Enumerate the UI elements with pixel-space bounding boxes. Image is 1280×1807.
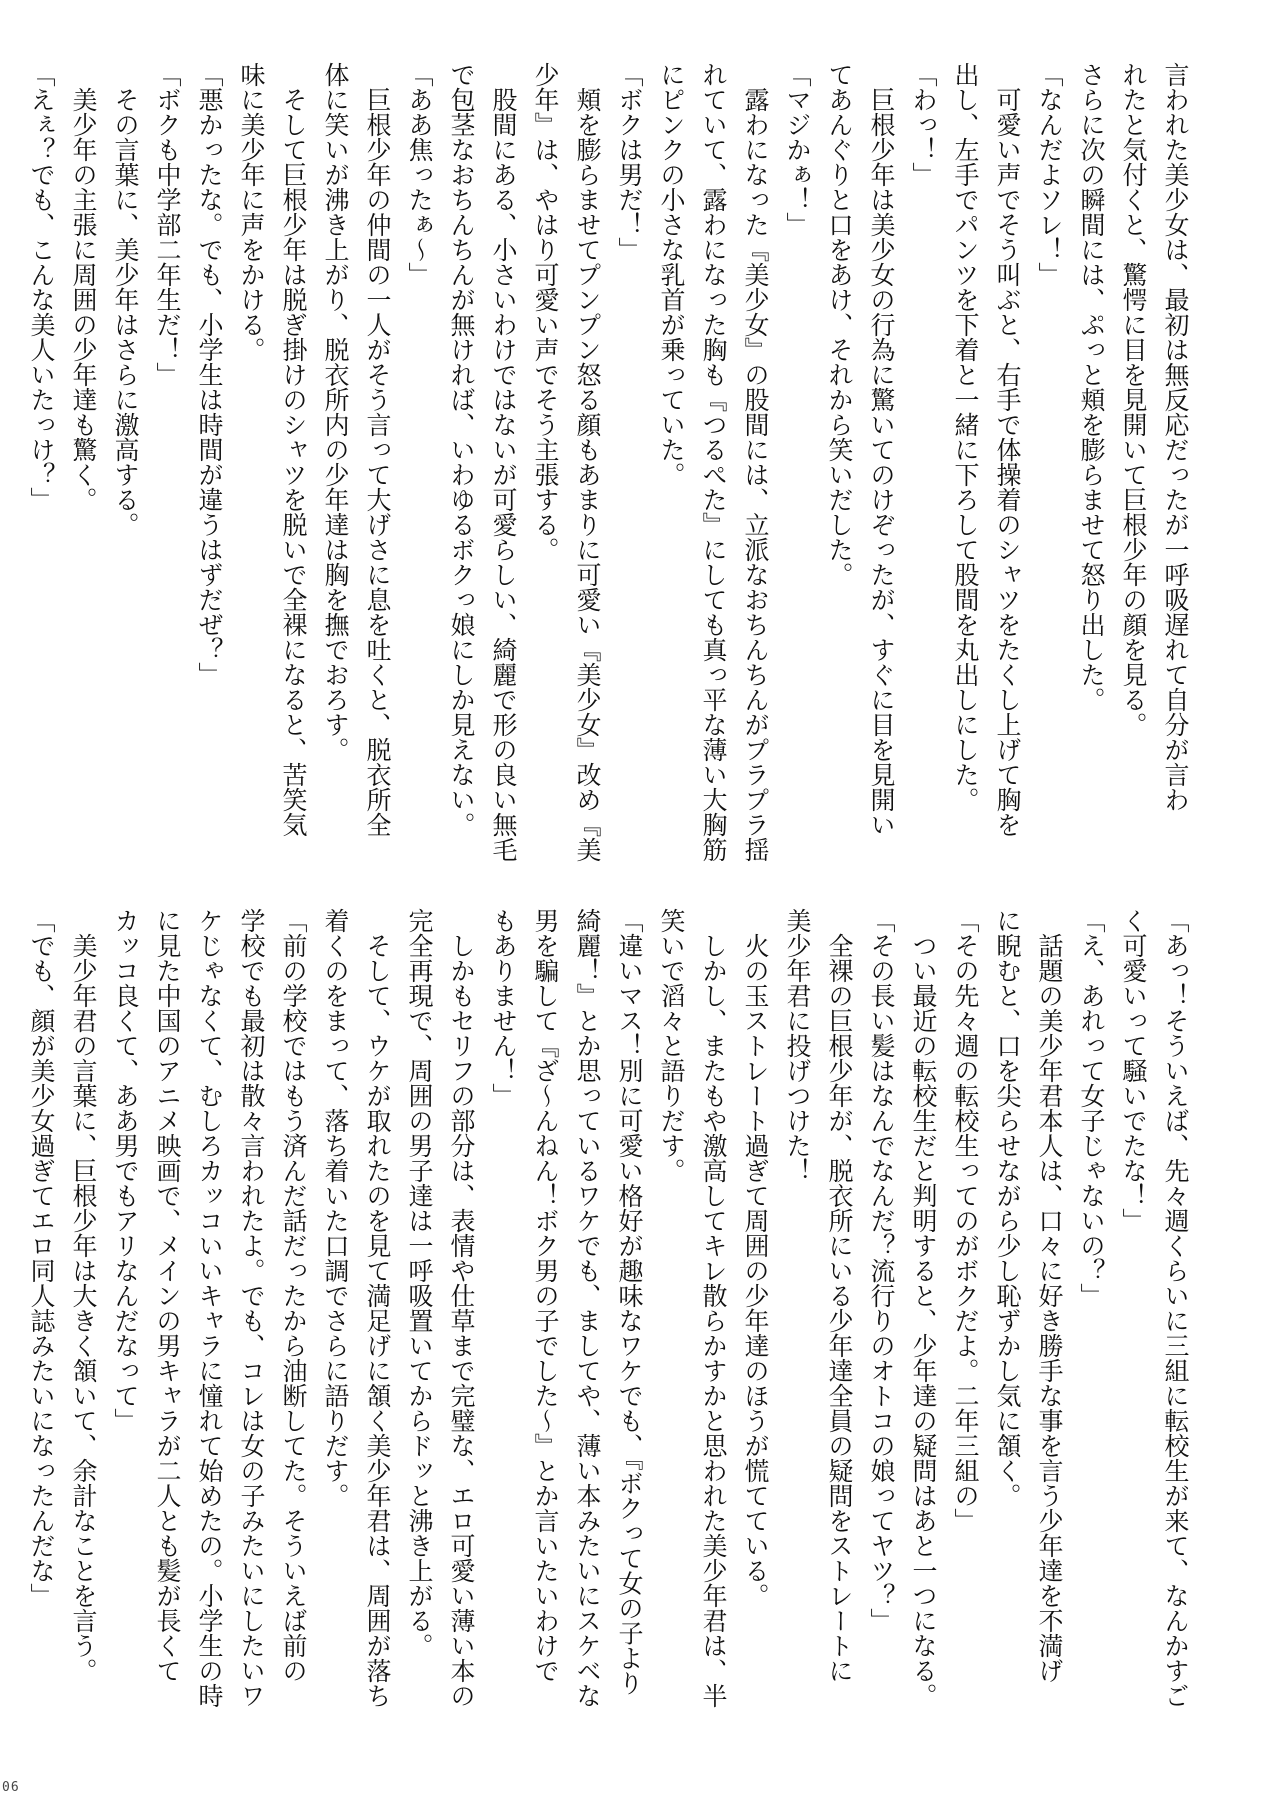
text-line: 少年』は、やはり可愛い声でそう主張する。: [531, 62, 560, 562]
text-line: 「わっ！」: [909, 62, 938, 187]
text-line: 出し、左手でパンツを下着と一緒に下ろして股間を丸出しにした。: [951, 62, 980, 812]
text-line: そして、ウケが取れたのを見て満足げに頷く美少年君は、周囲が落ち: [363, 908, 392, 1708]
text-line: に睨むと、口を尖らせながら少し恥ずかし気に頷く。: [993, 908, 1022, 1508]
text-line: 「その先々週の転校生ってのがボクだよ。二年三組の」: [951, 908, 980, 1533]
text-line: 男を騙して『ざ〜んねん！ボク男の子でした〜』とか言いたいわけで: [531, 908, 560, 1683]
text-line: 「ああ焦ったぁ〜」: [405, 62, 434, 287]
text-line: 話題の美少年君本人は、口々に好き勝手な事を言う少年達を不満げ: [1035, 908, 1064, 1683]
text-line: 味に美少年に声をかける。: [237, 62, 266, 362]
text-line: さらに次の瞬間には、ぷっと頬を膨らませて怒り出した。: [1077, 62, 1106, 712]
text-line: 美少年君に投げつけた！: [783, 908, 812, 1183]
text-line: 火の玉ストレート過ぎて周囲の少年達のほうが慌てている。: [741, 908, 770, 1608]
text-line: れていて、露わになった胸も『つるぺた』にしても真っ平な薄い大胸筋: [699, 62, 728, 862]
text-line: 露わになった『美少女』の股間には、立派なおちんちんがプラプラ揺: [741, 62, 770, 862]
text-line: しかし、またもや激高してキレ散らかすかと思われた美少年君は、半: [699, 908, 728, 1708]
text-line: 巨根少年は美少女の行為に驚いてのけぞったが、すぐに目を見開い: [867, 62, 896, 837]
text-line: 体に笑いが沸き上がり、脱衣所内の少年達は胸を撫でおろす。: [321, 62, 350, 762]
text-line: 「ボクは男だ！」: [615, 62, 644, 262]
text-line: 「でも、顔が美少女過ぎてエロ同人誌みたいになったんだな」: [27, 908, 56, 1608]
text-line: 股間にある、小さいわけではないが可愛らしい、綺麗で形の良い無毛: [489, 62, 518, 862]
text-line: く可愛いって騒いでたな！」: [1119, 908, 1148, 1233]
text-line: てあんぐりと口をあけ、それから笑いだした。: [825, 62, 854, 587]
text-line: 「違いマス！別に可愛い格好が趣味なワケでも、『ボクって女の子より: [615, 908, 644, 1696]
text-line: にピンクの小さな乳首が乗っていた。: [657, 62, 686, 487]
text-line: 着くのをまって、落ち着いた口調でさらに語りだす。: [321, 908, 350, 1508]
text-line: 「その長い髪はなんでなんだ？流行りのオトコの娘ってヤツ？」: [867, 908, 896, 1633]
text-line: その言葉に、美少年はさらに激高する。: [111, 62, 140, 537]
text-line: 頬を膨らませてプンプン怒る顔もあまりに可愛い『美少女』改め『美: [573, 62, 602, 862]
text-line: もありません！」: [489, 908, 518, 1108]
text-line: つい最近の転校生だと判明すると、少年達の疑問はあと一つになる。: [909, 908, 938, 1708]
text-line: 言われた美少女は、最初は無反応だったが一呼吸遅れて自分が言わ: [1161, 62, 1190, 812]
text-line: 美少年君の言葉に、巨根少年は大きく頷いて、余計なことを言う。: [69, 908, 98, 1683]
text-line: 美少年の主張に周囲の少年達も驚く。: [69, 62, 98, 512]
text-line: 「あっ！そういえば、先々週くらいに三組に転校生が来て、なんかすご: [1161, 908, 1190, 1708]
text-line: そして巨根少年は脱ぎ掛けのシャツを脱いで全裸になると、苦笑気: [279, 62, 308, 837]
text-line: れたと気付くと、驚愕に目を見開いて巨根少年の顔を見る。: [1119, 62, 1148, 737]
text-line: で包茎なおちんちんが無ければ、いわゆるボクっ娘にしか見えない。: [447, 62, 476, 837]
text-line: 「マジかぁ！」: [783, 62, 812, 237]
text-line: 「なんだよソレ！」: [1035, 62, 1064, 287]
text-line: しかもセリフの部分は、表情や仕草まで完璧な、エロ可愛い薄い本の: [447, 908, 476, 1708]
text-line: 「え、あれって女子じゃないの？」: [1077, 908, 1106, 1308]
text-line: カッコ良くて、ああ男でもアリなんだなって」: [111, 908, 140, 1433]
text-line: 全裸の巨根少年が、脱衣所にいる少年達全員の疑問をストレートに: [825, 908, 854, 1683]
text-line: 巨根少年の仲間の一人がそう言って大げさに息を吐くと、脱衣所全: [363, 62, 392, 837]
text-line: 「えぇ？でも、こんな美人いたっけ？」: [27, 62, 56, 512]
text-block-top: [27, 62, 1196, 862]
text-line: 「悪かったな。でも、小学生は時間が違うはずだぜ？」: [195, 62, 224, 687]
text-line: 「ボクも中学部二年生だ！」: [153, 62, 182, 387]
text-block-bottom: [27, 908, 1196, 1708]
text-line: 完全再現で、周囲の男子達は一呼吸置いてからドッと沸き上がる。: [405, 908, 434, 1658]
text-line: に見た中国のアニメ映画で、メインの男キャラが二人とも髪が長くて: [153, 908, 182, 1683]
text-line: 可愛い声でそう叫ぶと、右手で体操着のシャツをたくし上げて胸を: [993, 62, 1022, 837]
text-line: ケじゃなくて、むしろカッコいいキャラに憧れて始めたの。小学生の時: [195, 908, 224, 1708]
text-line: 笑いで滔々と語りだす。: [657, 908, 686, 1183]
page-number: 06: [2, 1780, 20, 1795]
text-line: 学校でも最初は散々言われたよ。でも、コレは女の子みたいにしたいワ: [237, 908, 266, 1708]
text-line: 「前の学校ではもう済んだ話だったから油断してた。そういえば前の: [279, 908, 308, 1683]
text-line: 綺麗！』とか思っているワケでも、ましてや、薄い本みたいにスケベな: [573, 908, 602, 1708]
